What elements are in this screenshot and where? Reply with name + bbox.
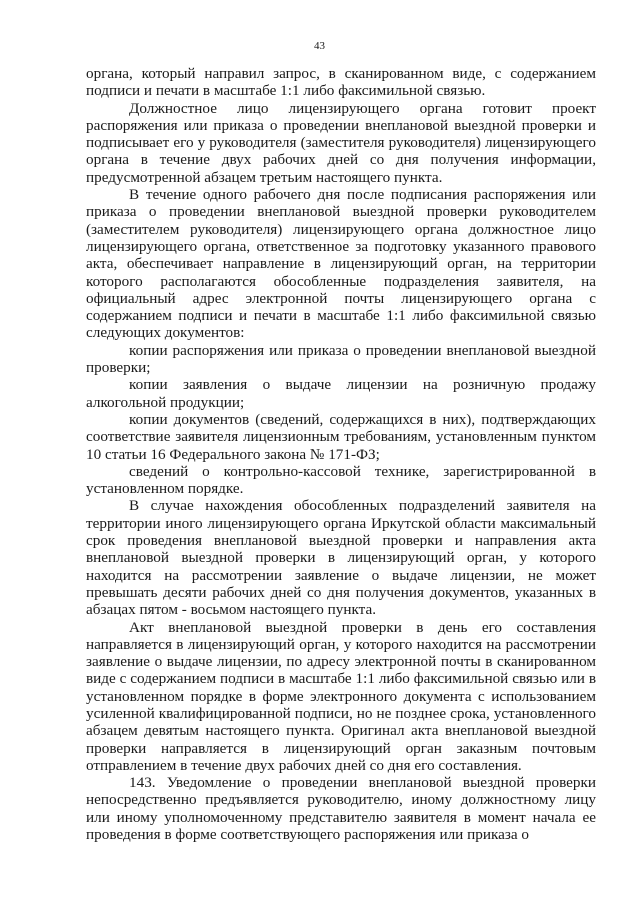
paragraph-inspection-act: Акт внеплановой выездной проверки в день его составления направляется в лицензирующий орган, у которого находится на рассмотрении заявление о выдаче лицензии, по адресу электронной почты в сканированном виде с содержанием подписи в масштабе 1:1 либо факсимильной связью или в установленном порядке в форме электронного документа с использованием усиленной квалифицированной подписи, но не позднее срока, установленного абзацем девятым настоящего пункта. Оригинал акта внеплановой выездной проверки направляется в лицензирующий орган заказным почтовым отправлением в течение двух рабочих дней со дня его составления.: [86, 618, 596, 774]
list-item-application-copies: копии заявления о выдаче лицензии на розничную продажу алкогольной продукции;: [86, 376, 596, 411]
paragraph-documents-sending: В течение одного рабочего дня после подписания распоряжения или приказа о проведении внеплановой выездной проверки руководителем (заместителем руководителя) лицензирующего органа должностное лицо лицензирующего органа, ответственное за подготовку указанного правового акта, обеспечивает направление в лицензирующий орган, на территории которого располагаются обособленные подразделения заявителя, на официальный адрес электронной почты лицензирующего органа с содержанием подписи и печати в масштабе 1:1 либо факсимильной связью следующих документов:: [86, 186, 596, 342]
list-item-cash-register-info: сведений о контрольно-кассовой технике, зарегистрированной в установленном порядке.: [86, 462, 596, 498]
paragraph-143-notification: 143. Уведомление о проведении внеплановой выездной проверки непосредственно предъявляется руководителю, иному должностному лицу или иному уполномоченному представителю заявителя в момент начала ее проведения в форме соответствующего распоряжения или приказа о: [86, 774, 596, 844]
document-body: [86, 65, 596, 843]
paragraph-continuation: органа, который направил запрос, в сканированном виде, с содержанием подписи и печати в масштабе 1:1 либо факсимильной связью.: [86, 65, 596, 100]
list-item-document-copies: копии документов (сведений, содержащихся в них), подтверждающих соответствие заявителя лицензионным требованиям, установленным пунктом 10 статьи 16 Федерального закона № 171-ФЗ;: [86, 410, 596, 463]
list-item-order-copies: копии распоряжения или приказа о проведении внеплановой выездной проверки;: [86, 341, 596, 377]
page-number: 43: [314, 40, 325, 52]
paragraph-other-territory: В случае нахождения обособленных подразделений заявителя на территории иного лицензирующего органа Иркутской области максимальный срок проведения внеплановой выездной проверки и направления акта внеплановой выездной проверки в лицензирующий орган, у которого находится на рассмотрении заявление о выдаче лицензии, не может превышать десяти рабочих дней со дня получения документов, указанных в абзацах пятом - восьмом настоящего пункта.: [86, 497, 596, 619]
paragraph-order-preparation: Должностное лицо лицензирующего органа готовит проект распоряжения или приказа о проведении внеплановой выездной проверки и подписывает его у руководителя (заместителя руководителя) лицензирующего органа в течение двух рабочих дней со дня получения информации, предусмотренной абзацем третьим настоящего пункта.: [86, 99, 596, 186]
